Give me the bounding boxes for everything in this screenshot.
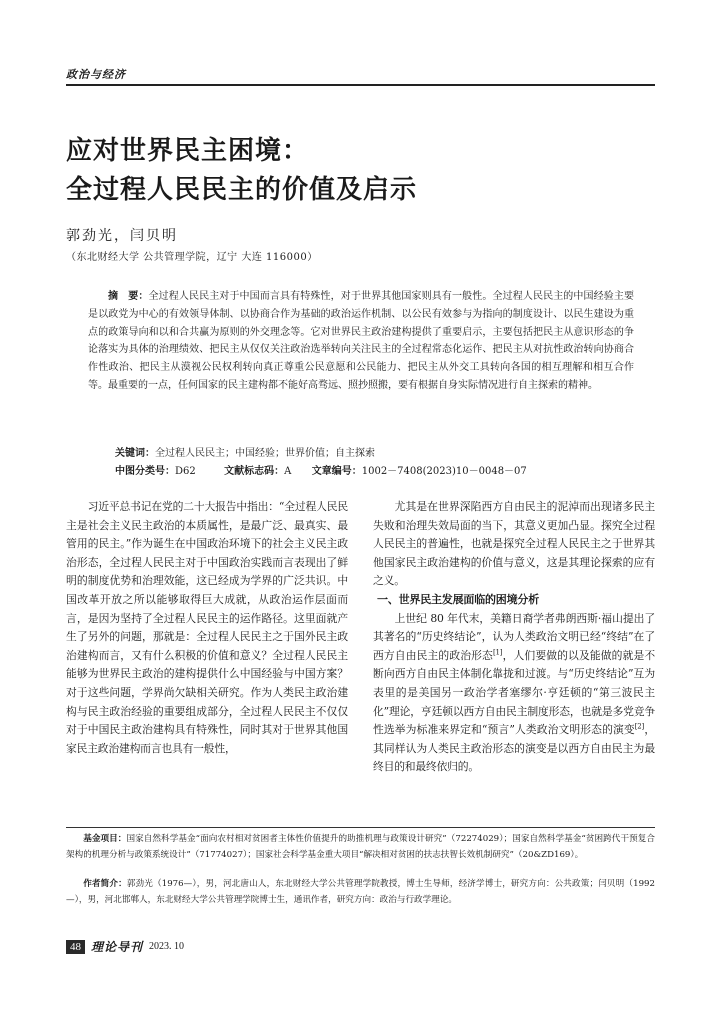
footnote-rule	[66, 827, 655, 828]
body-paragraph: 习近平总书记在党的二十大报告中指出：“全过程人民民主是社会主义民主政治的本质属性，是最广泛、最真实、最管用的民主。”作为诞生在中国政治环境下的社会主义民主政治形态，全过程人民民主对于中国政治实践而言表现出了鲜明的制度优势和治理效能，这已经成为学界的广泛共识。中国改革开放之所以能够取得巨大成就，从政治运作层面而言，是因为坚持了全过程人民民主的运作路径。这里面就产生了另外的问题，那就是：全过程人民民主之于国外民主政治建构而言，又有什么积极的价值和意义？全过程人民民主能够为世界民主政治的建构提供什么中国经验与中国方案？对于这些问题，学界尚欠缺相关研究。作为人类民主政治建构与民主政治经验的重要组成部分，全过程人民民主不仅仅对于中国民主政治建构具有特殊性，同时其对于世界其他国家民主政治建构而言也具有一般性，	[66, 500, 348, 755]
clc-value: D62	[175, 466, 196, 477]
abstract-text: 全过程人民民主对于中国而言具有特殊性，对于世界其他国家则具有一般性。全过程人民民主的中国经验主要是以政党为中心的有效领导体制、以协商合作为基础的政治运作机制、以公民有效参与为指向的制度设计、以民生建设为重点的政策导向和以和合共赢为原则的外交理念等。它对世界民主政治建构提供了重要启示，主要包括把民主从意识形态的争论落实为具体的治理绩效、把民主从仅仅关注政治选举转向关注民主的全过程常态化运作、把民主从对抗性政治转向协商合作性政治、把民主从漠视公民权利转向真正尊重公民意愿和公民能力、把民主从外交工具转向各国的相互理解和相互合作等。最重要的一点，任何国家的民主建构都不能好高骛远、照抄照搬，要有根据自身实际情况进行自主探索的精神。	[88, 291, 635, 391]
abstract	[88, 288, 634, 395]
funding-label: 基金项目：	[83, 834, 127, 844]
body-text: ，其同样认为人类民主政治形态的演变是以西方自由民主为最终目的和最终依归的。	[373, 723, 655, 774]
body-column-right	[373, 498, 655, 777]
author-bio-text: 郭劲光（1976—），男，河北唐山人，东北财经大学公共管理学院教授，博士生导师，经济学博士，研究方向：公共政策；闫贝明（1992—），男，河北邯郸人，东北财经大学公共管理学院博士生，通讯作者，研究方向：政治与行政学理论。	[66, 879, 655, 905]
reference-mark: [1]	[492, 648, 503, 657]
clc-label: 中图分类号：	[115, 466, 175, 477]
section-label: 政治与经济	[66, 68, 126, 81]
page-footer	[66, 938, 184, 955]
body-text: 上世纪 80 年代末，美籍日裔学者弗朗西斯·福山提出了其著名的“历史终结论”，认为人类政治文明已经“终结”在了西方自由民主的政治形态	[373, 611, 655, 662]
affiliation: （东北财经大学 公共管理学院，辽宁 大连 116000）	[66, 252, 318, 263]
keywords-text: 全过程人民民主；中国经验；世界价值；自主探索	[155, 448, 375, 459]
doc-code-value: A	[284, 466, 292, 477]
title-line-1: 应对世界民主困境：	[66, 136, 310, 166]
abstract-label: 摘 要：	[108, 291, 149, 302]
author-note	[66, 877, 655, 908]
article-meta	[115, 462, 527, 477]
article-number-value: 1002－7408(2023)10－0048－07	[361, 466, 527, 477]
journal-name: 理论导刊	[91, 940, 144, 954]
article-number-label: 文章编号：	[311, 466, 362, 477]
funding-text: 国家自然科学基金“面向农村相对贫困者主体性价值提升的助推机理与政策设计研究”（72274029）；国家自然科学基金“贫困跨代干预复合架构的机理分析与政策系统设计”（71774027）；国家社会科学基金重大项目“解决相对贫困的扶志扶智长效机制研究”（20&ZD169）。	[66, 834, 655, 860]
page-number: 48	[66, 940, 85, 954]
funding-note	[66, 832, 655, 863]
body-text: ，人们要做的以及能做的就是不断向西方自由民主体制化靠拢和过渡。与“历史终结论”互为表里的是美国另一政治学者塞缪尔·亨廷顿的“第三波民主化”理论，亨廷顿以西方自由民主制度形态，也就是多党竞争性选举为标准来界定和“预言”人类政治文明形态的演变	[373, 648, 655, 737]
body-column-left	[66, 498, 348, 758]
authors: 郭劲光，闫贝明	[66, 228, 178, 244]
title-line-2: 全过程人民民主的价值及启示	[66, 175, 418, 205]
header-rule	[66, 84, 655, 86]
reference-mark: [2]	[634, 722, 645, 731]
keywords	[115, 444, 375, 459]
doc-code-label: 文献标志码：	[224, 466, 285, 477]
issue-number: 2023. 10	[149, 941, 185, 952]
keywords-label: 关键词：	[115, 448, 155, 459]
section-heading: 一、世界民主发展面临的困境分析	[377, 592, 539, 606]
body-paragraph: 尤其是在世界深陷西方自由民主的泥淖而出现诸多民主失败和治理失效局面的当下，其意义更加凸显。探究全过程人民民主的普遍性，也就是探究全过程人民民主之于世界其他国家民主政治建构的价值与意义，这是其理论探索的应有之义。	[373, 500, 655, 588]
body-paragraph	[373, 610, 655, 777]
author-bio-label: 作者简介：	[83, 879, 127, 889]
